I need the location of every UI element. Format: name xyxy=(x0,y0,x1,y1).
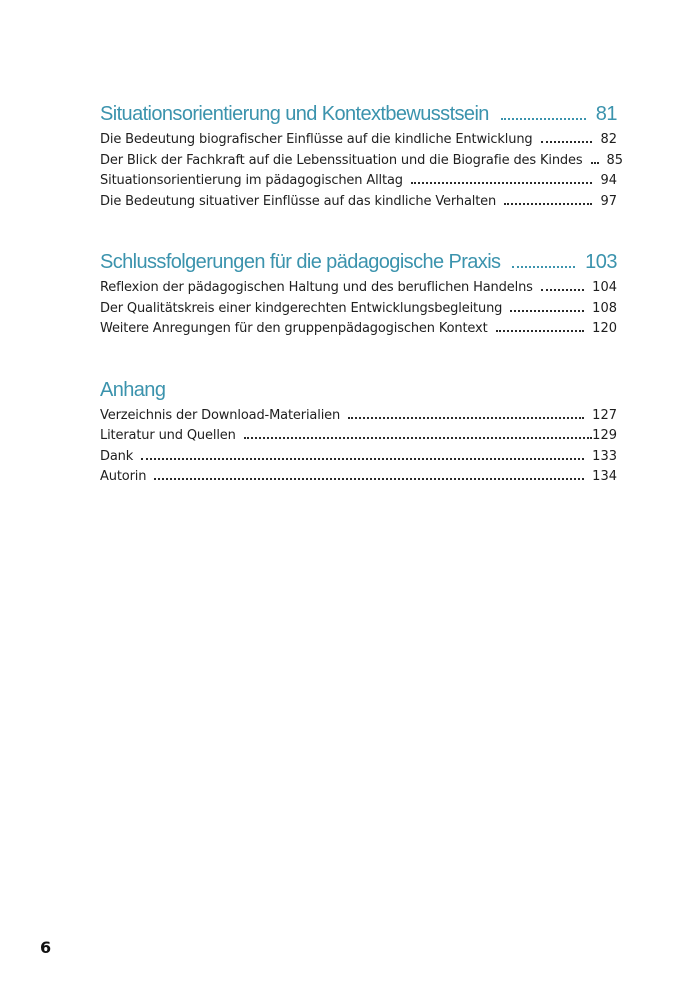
toc-section-situationsorientierung xyxy=(100,100,624,212)
section-title: Schlussfolgerungen für die pädagogische Praxis xyxy=(100,251,501,273)
dot-leader xyxy=(496,330,585,332)
dot-leader xyxy=(510,310,584,312)
entry-title: Der Qualitätskreis einer kindgerechten Entwicklungsbegleitung xyxy=(100,300,503,316)
toc-entry[interactable] xyxy=(100,447,617,468)
toc-entry[interactable] xyxy=(100,278,617,299)
toc-entry[interactable] xyxy=(100,426,617,447)
toc-entry[interactable] xyxy=(100,130,617,151)
section-title: Situationsorientierung und Kontextbewusstsein xyxy=(100,103,489,125)
section-title: Anhang xyxy=(100,378,166,401)
toc-section-schlussfolgerungen xyxy=(100,248,617,340)
entry-page-number: 85 xyxy=(606,152,624,168)
dot-leader xyxy=(411,182,593,184)
dot-leader xyxy=(348,417,584,419)
page-number: 6 xyxy=(40,938,52,957)
table-of-contents xyxy=(100,100,624,524)
entry-title: Der Blick der Fachkraft auf die Lebenssituation und die Biografie des Kindes xyxy=(100,152,583,168)
toc-section-heading[interactable] xyxy=(100,100,617,130)
entry-page-number: 97 xyxy=(600,193,617,209)
dot-leader xyxy=(512,266,575,268)
toc-entry[interactable] xyxy=(100,406,617,427)
dot-leader xyxy=(504,203,592,205)
dot-leader xyxy=(154,478,584,480)
section-page-number: 103 xyxy=(585,251,617,273)
entry-page-number: 129 xyxy=(592,428,617,443)
toc-entry[interactable] xyxy=(100,299,617,320)
dot-leader xyxy=(541,141,593,143)
entry-page-number: 94 xyxy=(600,173,617,188)
entry-title: Verzeichnis der Download-Materialien xyxy=(100,407,341,423)
entry-title: Autorin xyxy=(100,469,147,484)
entry-page-number: 120 xyxy=(592,321,617,336)
toc-entry[interactable] xyxy=(100,319,617,340)
dot-leader xyxy=(501,118,586,120)
section-page-number: 81 xyxy=(595,103,617,125)
dot-leader xyxy=(541,289,584,291)
toc-section-heading[interactable] xyxy=(100,376,617,406)
toc-entry[interactable] xyxy=(100,192,617,213)
toc-entry[interactable] xyxy=(100,171,617,192)
entry-page-number: 133 xyxy=(592,448,617,464)
entry-page-number: 108 xyxy=(592,300,617,316)
entry-title: Die Bedeutung biografischer Einflüsse auf die kindliche Entwicklung xyxy=(100,132,533,147)
toc-entry[interactable] xyxy=(100,467,617,488)
entry-title: Reflexion der pädagogischen Haltung und des beruflichen Handelns xyxy=(100,280,533,295)
entry-title: Dank xyxy=(100,448,134,464)
toc-section-anhang xyxy=(100,376,617,488)
dot-leader xyxy=(141,458,584,460)
toc-entry[interactable] xyxy=(100,151,624,172)
entry-page-number: 127 xyxy=(592,407,617,423)
entry-page-number: 134 xyxy=(592,469,617,484)
dot-leader xyxy=(591,162,599,164)
entry-page-number: 82 xyxy=(600,132,617,147)
toc-section-heading[interactable] xyxy=(100,248,617,278)
entry-title: Weitere Anregungen für den gruppenpädagogischen Kontext xyxy=(100,321,488,336)
entry-title: Situationsorientierung im pädagogischen Alltag xyxy=(100,173,403,188)
entry-title: Die Bedeutung situativer Einflüsse auf das kindliche Verhalten xyxy=(100,193,497,209)
entry-page-number: 104 xyxy=(592,280,617,295)
entry-title: Literatur und Quellen xyxy=(100,428,236,443)
dot-leader xyxy=(244,437,592,439)
